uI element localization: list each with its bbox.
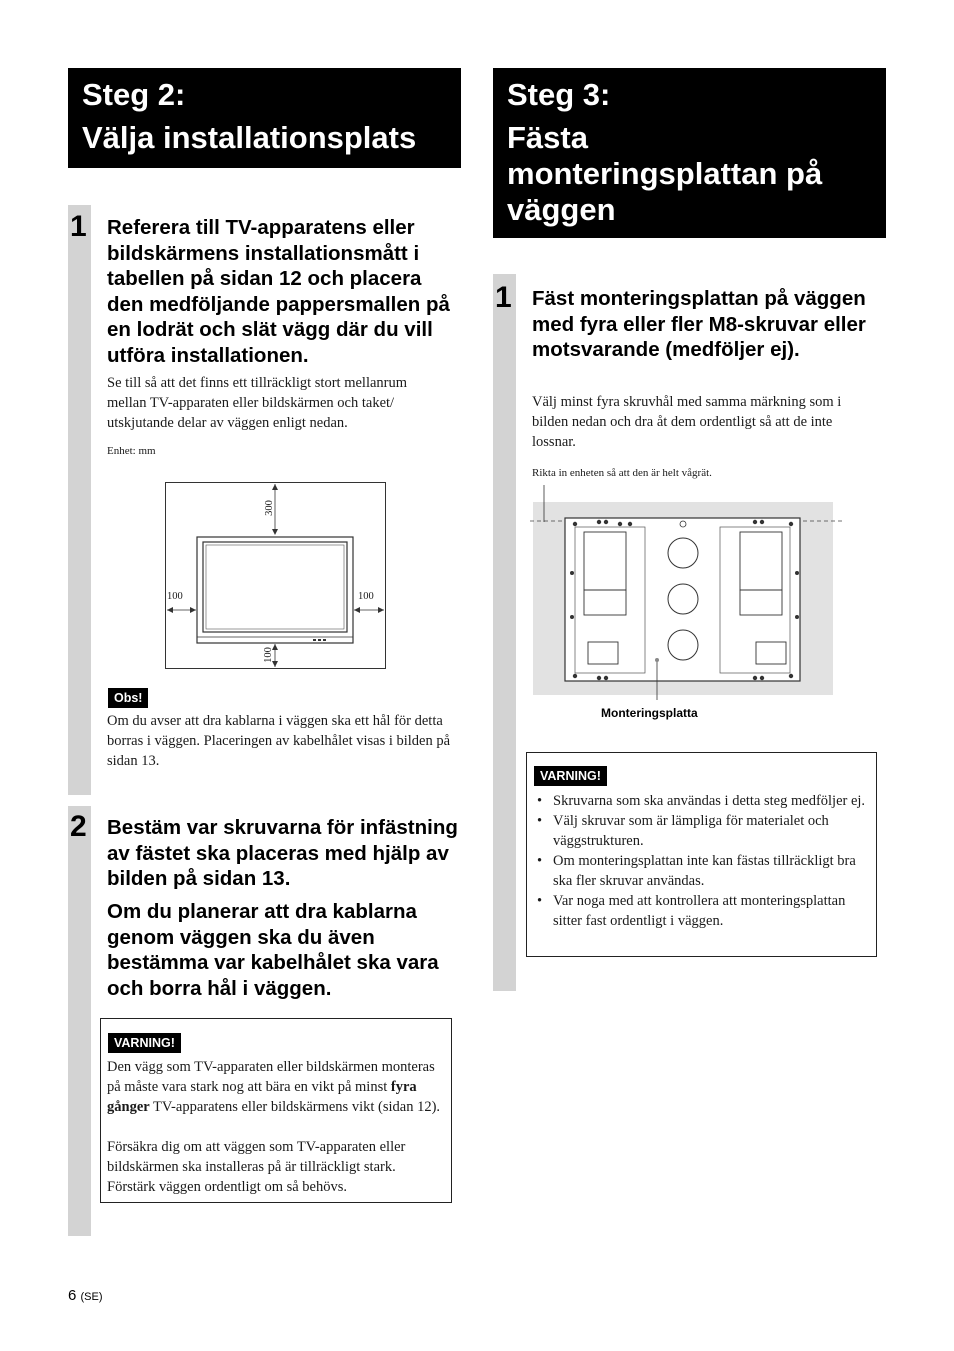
dim-top-label: 300 <box>264 500 275 516</box>
page-lang: (SE) <box>80 1291 103 1303</box>
left-warning-badge: VARNING! <box>108 1033 181 1053</box>
left-step2-heading2: Om du planerar att dra kablarna genom väggen ska du även bestämma var kabelhålet ska vara och borra hål i väggen. <box>107 900 439 1000</box>
left-warning-p2: Försäkra dig om att väggen som TV-apparaten eller bildskärmen ska installeras på är tillräckligt stark. Förstärk väggen ordentligt om så behövs. <box>107 1139 406 1195</box>
plate-label: Monteringsplatta <box>601 706 698 720</box>
warning-p1-bold: fyra gånger <box>107 1079 417 1115</box>
left-step1-sidebar <box>68 205 91 795</box>
right-step1-body: Välj minst fyra skruvhål med samma märkning som i bilden nedan och dra åt dem ordentligt så att de inte lossnar. <box>532 394 842 450</box>
note-badge: Obs! <box>108 688 148 708</box>
mounting-plate-diagram <box>530 480 845 700</box>
right-warning-badge: VARNING! <box>534 766 607 786</box>
mounting-plate-drawing <box>530 480 845 700</box>
warning-item: • Om monteringsplattan inte kan fästas tillräckligt bra ska fler skruvar användas. <box>532 851 872 891</box>
right-title-box <box>493 68 886 238</box>
warning-p1-text: Den vägg som TV-apparaten eller bildskärmen monteras på måste vara stark nog att bära en vikt på minst <box>107 1059 435 1095</box>
left-warning-box <box>100 1018 452 1203</box>
dim-bottom-label: 100 <box>263 647 274 663</box>
dim-left-label: 100 <box>167 591 183 602</box>
page-footer <box>68 1287 103 1304</box>
right-title-line2: Fästa <box>507 120 588 155</box>
right-step1-sidebar <box>493 274 516 991</box>
left-step1-body: Se till så att det finns ett tillräckligt stort mellanrum mellan TV-apparaten eller bildskärmen och taket/ utskjutande delar av väggen enligt nedan. <box>107 375 408 431</box>
right-warning-box <box>526 752 877 957</box>
warning-item: • Var noga med att kontrollera att monteringsplattan sitter fast ordentligt i väggen. <box>532 891 872 931</box>
left-step2-number: 2 <box>70 810 87 843</box>
right-title-line4: väggen <box>507 192 616 227</box>
left-step1-unit: Enhet: mm <box>107 445 156 457</box>
tv-clearance-diagram <box>165 482 386 669</box>
left-warning-p1 <box>107 1057 445 1117</box>
right-warning-list <box>532 791 872 931</box>
right-step1-heading: Fäst monteringsplattan på väggen med fyra eller fler M8-skruvar eller motsvarande (medföljer ej). <box>532 287 866 361</box>
left-step2-heading1: Bestäm var skruvarna för infästning av fästet ska placeras med hjälp av bilden på sidan 13. <box>107 816 458 890</box>
left-step2-sidebar <box>68 806 91 1236</box>
right-title-line3: monteringsplattan på <box>507 156 823 191</box>
warning-item: • Välj skruvar som är lämpliga för materialet och väggstrukturen. <box>532 811 872 851</box>
left-step1-heading: Referera till TV-apparatens eller bildskärmens installationsmått i tabellen på sidan 12 och placera den medföljande pappersmallen på en lodrät och slät vägg där du vill utföra installationen. <box>107 216 450 367</box>
left-title-box <box>68 68 461 168</box>
right-title-line1: Steg 3: <box>507 77 611 112</box>
left-title-line2: Välja installationsplats <box>82 120 417 155</box>
page-number: 6 <box>68 1287 77 1304</box>
warning-item: • Skruvarna som ska användas i detta steg medföljer ej. <box>532 791 872 811</box>
note-text: Om du avser att dra kablarna i väggen ska ett hål för detta borras i väggen. Placeringen av kabelhålet visas i bilden på sidan 13. <box>107 713 451 769</box>
right-step1-caption: Rikta in enheten så att den är helt vågrät. <box>532 467 712 479</box>
left-title-line1: Steg 2: <box>82 77 186 112</box>
warning-p1-after: TV-apparatens eller bildskärmens vikt (sidan 12). <box>149 1099 441 1115</box>
dim-right-label: 100 <box>358 591 374 602</box>
right-step1-number: 1 <box>495 281 512 314</box>
left-step1-number: 1 <box>70 210 87 243</box>
